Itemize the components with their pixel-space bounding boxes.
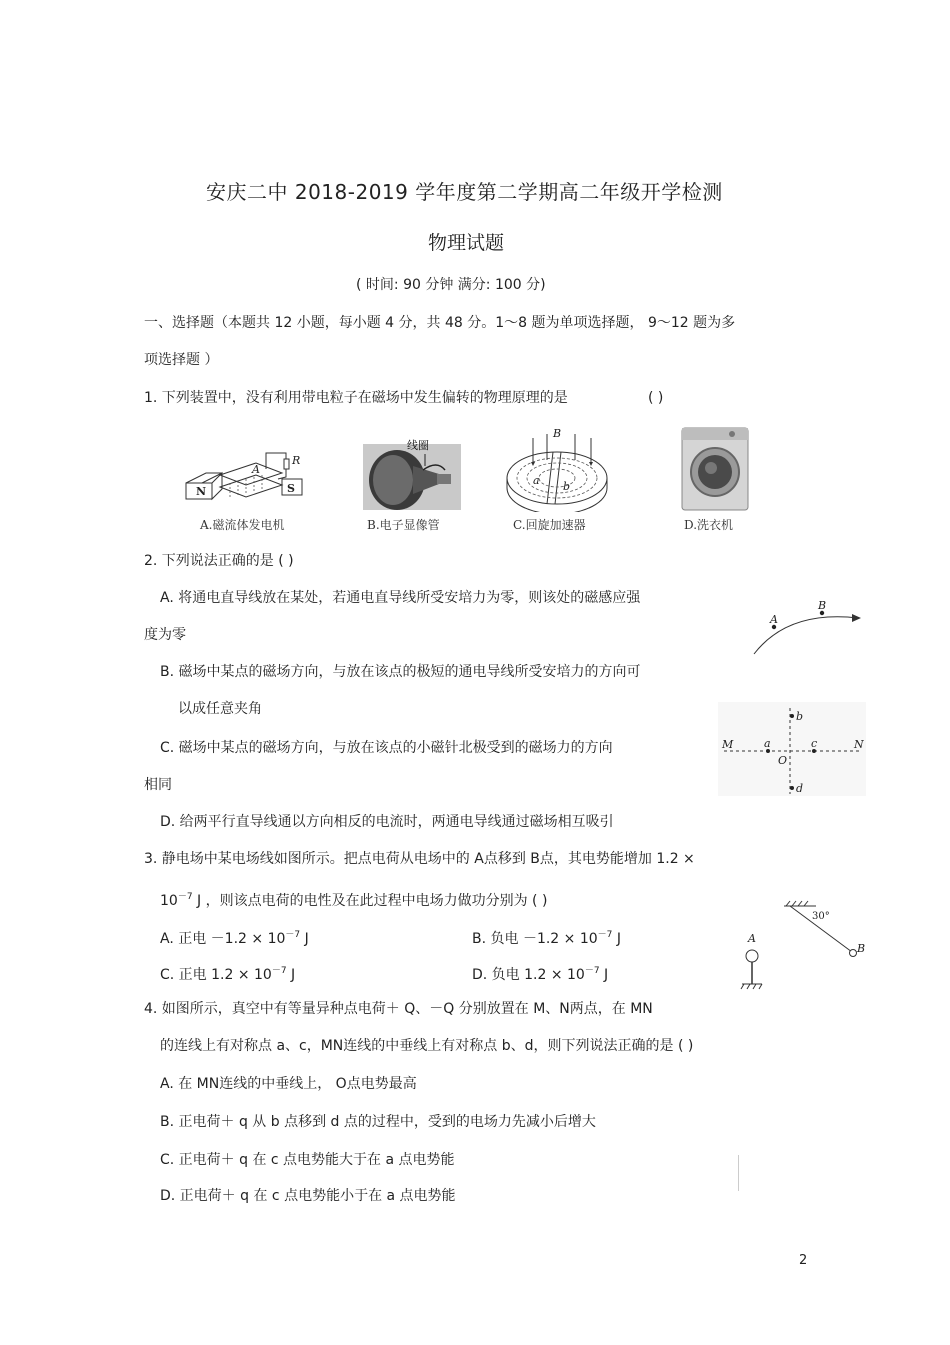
q2-option-a-line1: A. 将通电直导线放在某处，若通电直导线所受安培力为零，则该处的磁感应强 <box>160 590 641 606</box>
mn-c-label: c <box>811 737 818 750</box>
q2-option-a-line2: 度为零 <box>144 627 186 643</box>
q2-option-b-line2: 以成任意夹角 <box>178 701 262 717</box>
q3-stem-line2: $10^{-7}$ J ，则该点电荷的电性及在此过程中电场力做功分别为 ( ) <box>160 892 548 909</box>
mn-d-label: d <box>796 782 804 795</box>
q4-option-a: A. 在 MN连线的中垂线上， O点电势最高 <box>160 1076 417 1092</box>
section-instructions-line2: 项选择题 ） <box>144 352 219 368</box>
q3-stem-line1: 3. 静电场中某电场线如图所示。把点电荷从电场中的 A点移到 B点，其电势能增加 1.2 × <box>144 851 695 867</box>
q1-caption-d: D.洗衣机 <box>684 518 734 532</box>
pendulum-a-label: A <box>748 932 756 945</box>
fig-a-a-label: A <box>252 463 260 476</box>
q4-stem-line1: 4. 如图所示，真空中有等量异种点电荷＋ Q、－Q 分别放置在 M、N两点，在 MN <box>144 1001 653 1017</box>
mn-b-label: b <box>796 710 804 723</box>
q2-option-c-line1: C. 磁场中某点的磁场方向，与放在该点的小磁针北极受到的磁场力的方向 <box>160 740 613 756</box>
fig-c-b-point-label: b <box>563 480 571 493</box>
q1-stem: 1. 下列装置中，没有利用带电粒子在磁场中发生偏转的物理原理的是 <box>144 390 568 406</box>
q2-option-c-line2: 相同 <box>144 777 172 793</box>
mn-m-label: M <box>722 738 734 751</box>
fig-a-s-label: S <box>287 482 295 495</box>
q1-caption-b: B.电子显像管 <box>367 518 440 532</box>
pendulum-b-label: B <box>857 942 866 955</box>
q2-stem: 2. 下列说法正确的是 ( ) <box>144 553 294 569</box>
q3-option-b: B. 负电 $-1.2 \times 10^{-7}$ J <box>472 930 621 947</box>
fig-b-coil-label: 线圈 <box>407 439 429 452</box>
crt-tube-figure <box>363 436 461 510</box>
page-number: 2 <box>799 1253 808 1268</box>
mn-a-label: a <box>764 737 771 750</box>
q4-option-d: D. 正电荷＋ q 在 c 点电势能小于在 a 点电势能 <box>160 1188 456 1204</box>
page-subtitle: 物理试题 <box>428 232 505 254</box>
q1-caption-a: A.磁流体发电机 <box>200 518 285 532</box>
fig-c-a-label: a <box>533 474 540 487</box>
q4-option-c: C. 正电荷＋ q 在 c 点电势能大于在 a 点电势能 <box>160 1152 455 1168</box>
exam-info: ( 时间: 90 分钟 满分: 100 分) <box>356 277 546 293</box>
section-instructions-line1: 一、选择题（本题共 12 小题，每小题 4 分，共 48 分。1～8 题为单项选择题， 9～12 题为多 <box>144 315 736 331</box>
q4-option-b: B. 正电荷＋ q 从 b 点移到 d 点的过程中，受到的电场力先减小后增大 <box>160 1114 596 1130</box>
washing-machine-figure <box>680 426 752 512</box>
fig-a-r-label: R <box>292 454 301 467</box>
mn-o-label: O <box>778 754 788 767</box>
q1-answer-paren: ( ) <box>648 390 664 406</box>
pendulum-figure <box>732 900 868 992</box>
page-title: 安庆二中 2018-2019 学年度第二学期高二年级开学检测 <box>206 180 723 204</box>
field-line-a-label: A <box>770 613 778 626</box>
field-line-figure <box>748 596 866 658</box>
mn-charges-figure <box>718 702 866 796</box>
fig-c-b-label: B <box>553 428 562 440</box>
q1-caption-c: C.回旋加速器 <box>513 518 586 532</box>
q2-option-d: D. 给两平行直导线通以方向相反的电流时，两通电导线通过磁场相互吸引 <box>160 814 614 830</box>
scan-artifact-line <box>738 1155 739 1191</box>
field-line-b-label: B <box>818 599 827 612</box>
mhd-generator-figure <box>182 445 312 507</box>
q3-option-c: C. 正电 $1.2 \times 10^{-7}$ J <box>160 966 296 983</box>
q4-stem-line2: 的连线上有对称点 a、c，MN连线的中垂线上有对称点 b、d，则下列说法正确的是 ( ) <box>160 1038 694 1054</box>
q3-option-d: D. 负电 $1.2 \times 10^{-7}$ J <box>472 966 609 983</box>
mn-n-label: N <box>854 738 864 751</box>
fig-a-n-label: N <box>196 485 207 498</box>
pendulum-angle-label: 30° <box>812 911 830 922</box>
cyclotron-figure <box>503 428 615 512</box>
q3-option-a: A. 正电 $-1.2 \times 10^{-7}$ J <box>160 930 309 947</box>
q2-option-b-line1: B. 磁场中某点的磁场方向，与放在该点的极短的通电导线所受安培力的方向可 <box>160 664 641 680</box>
